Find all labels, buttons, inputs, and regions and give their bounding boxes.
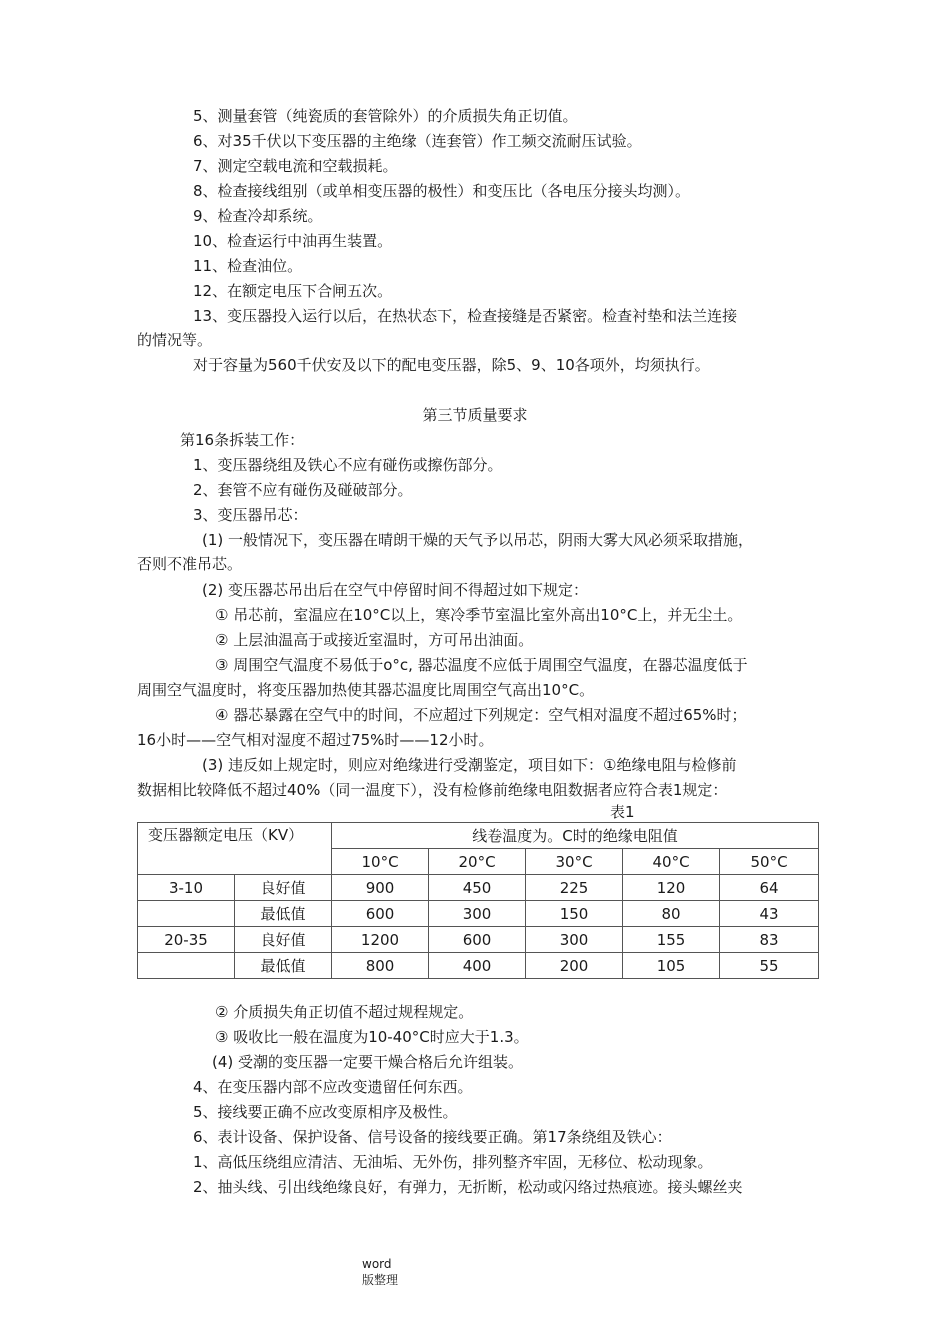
mid-item-3: 3、变压器吊芯： (193, 506, 308, 524)
list-item-12: 12、在额定电压下合闸五次。 (193, 282, 393, 300)
voltage-cell (138, 953, 235, 979)
value-cell: 200 (526, 953, 623, 979)
list-item-9: 9、检查冷却系统。 (193, 207, 323, 225)
temp-header: 50°C (720, 849, 819, 875)
circle-item-4: ④ 器芯暴露在空气中的时间，不应超过下列规定：空气相对温度不超过65%时； (215, 706, 747, 724)
value-cell: 1200 (332, 927, 429, 953)
list-item-13-cont: 的情况等。 (137, 331, 213, 349)
sub-item-3: (3) 违反如上规定时，则应对绝缘进行受潮鉴定，项目如下：①绝缘电阻与检修前 (202, 756, 737, 774)
grade-cell: 良好值 (235, 927, 332, 953)
value-cell: 400 (429, 953, 526, 979)
temp-header: 20°C (429, 849, 526, 875)
voltage-cell: 3-10 (138, 875, 235, 901)
table-row (138, 875, 819, 901)
sub-item-4: (4) 受潮的变压器一定要干燥合格后允许组装。 (212, 1053, 524, 1071)
value-cell: 900 (332, 875, 429, 901)
list-item-7: 7、测定空载电流和空载损耗。 (193, 157, 398, 175)
sub-item-1-cont: 否则不准吊芯。 (137, 555, 243, 573)
article-17-item-1: 1、高低压绕组应清洁、无油垢、无外伤，排列整齐牢固，无移位、松动现象。 (193, 1153, 713, 1171)
value-cell: 55 (720, 953, 819, 979)
sub-item-1: (1) 一般情况下，变压器在晴朗干燥的天气予以吊芯，阴雨大雾大风必须采取措施， (202, 531, 754, 549)
value-cell: 80 (623, 901, 720, 927)
circle-item-3: ③ 周围空气温度不易低于o°c, 器芯温度不应低于周围空气温度，在器芯温度低于 (215, 656, 748, 674)
bottom-item-6: 6、表计设备、保护设备、信号设备的接线要正确。第17条绕组及铁心： (193, 1128, 672, 1146)
value-cell: 300 (526, 927, 623, 953)
value-cell: 43 (720, 901, 819, 927)
value-cell: 64 (720, 875, 819, 901)
value-cell: 105 (623, 953, 720, 979)
voltage-cell: 20-35 (138, 927, 235, 953)
voltage-cell (138, 901, 235, 927)
section-title: 第三节质量要求 (422, 406, 528, 424)
header-resistance: 线卷温度为。C时的绝缘电阻值 (332, 823, 819, 849)
value-cell: 450 (429, 875, 526, 901)
value-cell: 83 (720, 927, 819, 953)
header-voltage: 变压器额定电压（KV） (138, 823, 332, 875)
bottom-item-4: 4、在变压器内部不应改变遗留任何东西。 (193, 1078, 473, 1096)
sub-item-3-cont: 数据相比较降低不超过40%（同一温度下），没有检修前绝缘电阻数据者应符合表1规定： (137, 781, 728, 799)
table-row (138, 953, 819, 979)
list-item-11: 11、检查油位。 (193, 257, 303, 275)
circle-item-b3: ③ 吸收比一般在温度为10-40°C时应大于1.3。 (215, 1028, 529, 1046)
grade-cell: 最低值 (235, 953, 332, 979)
paragraph-distribution-note: 对于容量为560千伏安及以下的配电变压器，除5、9、10各项外，均须执行。 (193, 356, 710, 374)
footer-line-1: word (362, 1257, 392, 1271)
insulation-resistance-table (137, 822, 819, 979)
value-cell: 300 (429, 901, 526, 927)
grade-cell: 最低值 (235, 901, 332, 927)
list-item-8: 8、检查接线组别（或单相变压器的极性）和变压比（各电压分接头均测）。 (193, 182, 691, 200)
value-cell: 150 (526, 901, 623, 927)
grade-cell: 良好值 (235, 875, 332, 901)
value-cell: 600 (429, 927, 526, 953)
circle-item-1: ① 吊芯前，室温应在10°C以上，寒冷季节室温比室外高出10°C上，并无尘土。 (215, 606, 743, 624)
table-row (138, 927, 819, 953)
value-cell: 120 (623, 875, 720, 901)
mid-item-1: 1、变压器绕组及铁心不应有碰伤或擦伤部分。 (193, 456, 503, 474)
table-row (138, 901, 819, 927)
temp-header: 10°C (332, 849, 429, 875)
circle-item-2: ② 上层油温高于或接近室温时，方可吊出油面。 (215, 631, 534, 649)
mid-item-2: 2、套管不应有碰伤及碰破部分。 (193, 481, 413, 499)
list-item-10: 10、检查运行中油再生装置。 (193, 232, 393, 250)
list-item-6: 6、对35千伏以下变压器的主绝缘（连套管）作工频交流耐压试验。 (193, 132, 642, 150)
circle-item-b2: ② 介质损失角正切值不超过规程规定。 (215, 1003, 474, 1021)
table-caption: 表1 (610, 803, 635, 821)
value-cell: 155 (623, 927, 720, 953)
temp-header: 30°C (526, 849, 623, 875)
article-16-heading: 第16条拆装工作： (180, 431, 305, 449)
footer-line-2: 版整理 (362, 1273, 399, 1287)
value-cell: 800 (332, 953, 429, 979)
article-17-item-2: 2、抽头线、引出线绝缘良好，有弹力，无折断，松动或闪络过热痕迹。接头螺丝夹 (193, 1178, 743, 1196)
circle-item-4-cont: 16小时——空气相对湿度不超过75%时——12小时。 (137, 731, 494, 749)
circle-item-3-cont: 周围空气温度时，将变压器加热使其器芯温度比周围空气高出10°C。 (137, 681, 595, 699)
bottom-item-5: 5、接线要正确不应改变原相序及极性。 (193, 1103, 458, 1121)
list-item-5: 5、测量套管（纯瓷质的套管除外）的介质损失角正切值。 (193, 107, 578, 125)
temp-header: 40°C (623, 849, 720, 875)
value-cell: 600 (332, 901, 429, 927)
sub-item-2: (2) 变压器芯吊出后在空气中停留时间不得超过如下规定： (202, 581, 589, 599)
value-cell: 225 (526, 875, 623, 901)
list-item-13: 13、变压器投入运行以后，在热状态下，检查接缝是否紧密。检查衬垫和法兰连接 (193, 307, 738, 325)
